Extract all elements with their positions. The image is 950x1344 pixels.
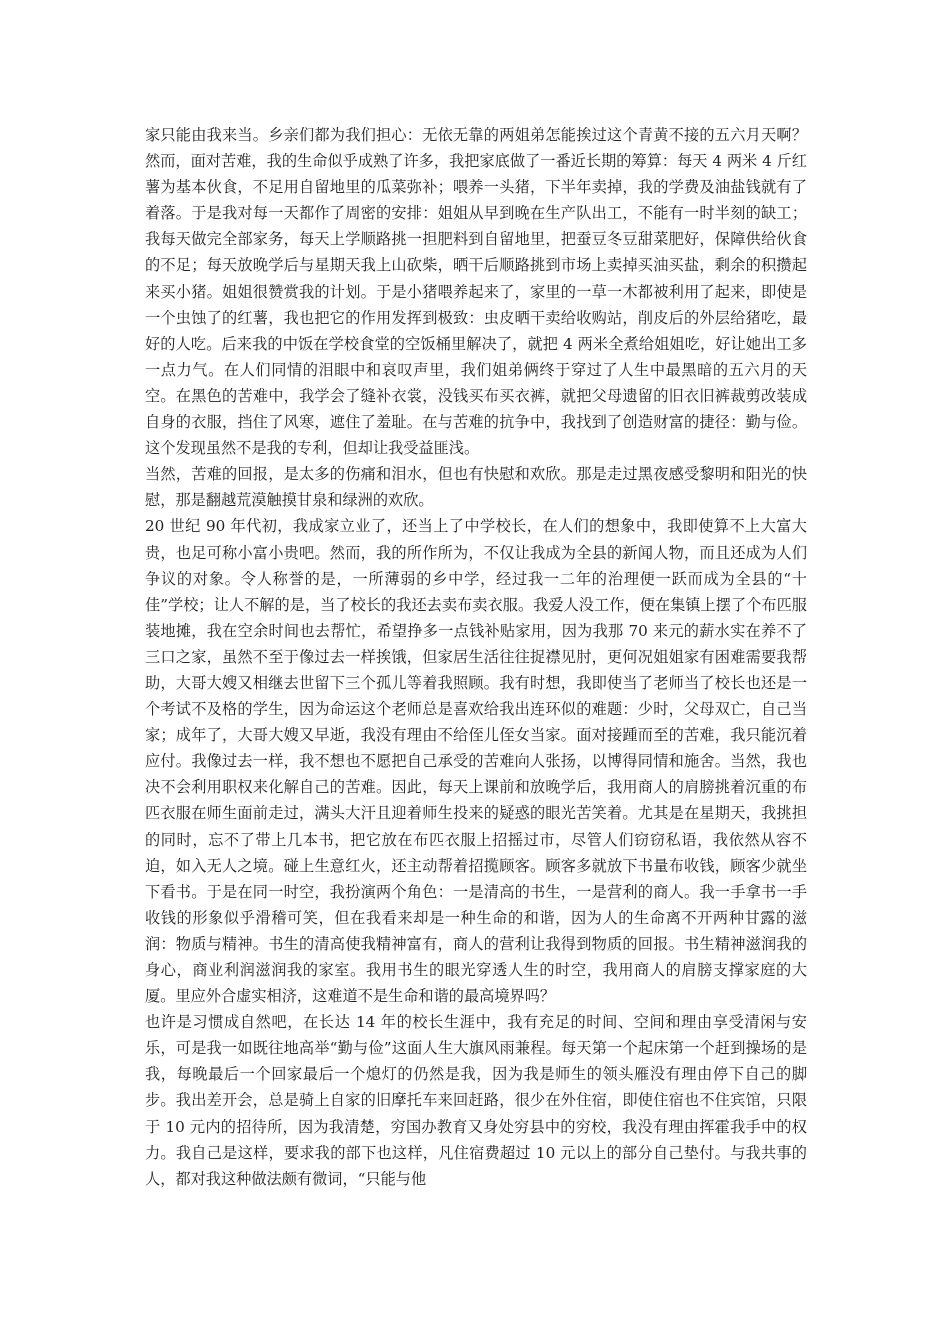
paragraph-3: 20 世纪 90 年代初，我成家立业了，还当上了中学校长，在人们的想象中，我即使算不上大富大贵，也足可称小富小贵吧。然而，我的所作所为，不仅让我成为全县的新闻人物，而且还成为人们争议的对象。令人称誉的是，一所薄弱的乡中学，经过我一二年的治理便一跃而成为全县的“十佳”学校；让人不解的是，当了校长的我还去卖布卖衣服。我爱人没工作，便在集镇上摆了个布匹服装地摊，我在空余时间也去帮忙，希望挣多一点钱补贴家用，因为我那 70 来元的薪水实在养不了三口之家，虽然不至于像过去一样挨饿，但家居生活往往捉襟见肘，更何况姐姐家有困难需要我帮助，大哥大嫂又相继去世留下三个孤儿等着我照顾。我有时想，我即使当了老师当了校长也还是一个考试不及格的学生，因为命运这个老师总是喜欢给我出连环似的难题：少时，父母双亡，自己当家；成年了，大哥大嫂又早逝，我没有理由不给侄儿侄女当家。面对接踵而至的苦难，我只能沉着应付。我像过去一样，我不想也不愿把自己承受的苦难向人张扬，以博得同情和施舍。当然，我也决不会利用职权来化解自己的苦难。因此，每天上课前和放晚学后，我用商人的肩膀挑着沉重的布匹衣服在师生面前走过，满头大汗且迎着师生投来的疑惑的眼光苦笑着。尤其是在星期天，我挑担的同时，忘不了带上几本书，把它放在布匹衣服上招摇过市，尽管人们窃窃私语，我依然从容不迫，如入无人之境。碰上生意红火，还主动帮着招揽顾客。顾客多就放下书量布收钱，顾客少就坐下看书。于是在同一时空，我扮演两个角色：一是清高的书生，一是营利的商人。我一手拿书一手收钱的形象似乎滑稽可笑，但在我看来却是一种生命的和谐，因为人的生命离不开两种甘露的滋润：物质与精神。书生的清高使我精神富有，商人的营利让我得到物质的回报。书生精神滋润我的身心，商业利润滋润我的家室。我用书生的眼光穿透人生的时空，我用商人的肩膀支撑家庭的大厦。里应外合虚实相济，这难道不是生命和谐的最高境界吗？ (145, 517, 807, 1006)
paragraph-2: 当然，苦难的回报，是太多的伤痛和泪水，但也有快慰和欢欣。那是走过黑夜感受黎明和阳光的快慰，那是翻越荒漠触摸甘泉和绿洲的欢欣。 (145, 465, 807, 510)
document-body (145, 122, 807, 1192)
paragraph-1: 家只能由我来当。乡亲们都为我们担心：无依无靠的两姐弟怎能挨过这个青黄不接的五六月天啊？然而，面对苦难，我的生命似乎成熟了许多，我把家底做了一番近长期的筹算：每天 4 两米 4 斤红薯为基本伙食，不足用自留地里的瓜菜弥补；喂养一头猪，下半年卖掉，我的学费及油盐钱就有了着落。于是我对每一天都作了周密的安排：姐姐从早到晚在生产队出工，不能有一时半刻的缺工；我每天做完全部家务，每天上学顺路挑一担肥料到自留地里，把蚕豆冬豆甜菜肥好，保障供给伙食的不足；每天放晚学后与星期天我上山砍柴，晒干后顺路挑到市场上卖掉买油买盐，剩余的积攒起来买小猪。姐姐很赞赏我的计划。于是小猪喂养起来了，家里的一草一木都被利用了起来，即使是一个虫蚀了的红薯，我也把它的作用发挥到极致：虫皮晒干卖给收购站，削皮后的外层给猪吃，最好的人吃。后来我的中饭在学校食堂的空饭桶里解决了，就把 4 两米全煮给姐姐吃，好让她出工多一点力气。在人们同情的泪眼中和哀叹声里，我们姐弟俩终于穿过了人生中最黑暗的五六月的天空。在黑色的苦难中，我学会了缝补衣裳，没钱买布买衣裤，就把父母遗留的旧衣旧裤裁剪改装成自身的衣服，挡住了风寒，遮住了羞耻。在与苦难的抗争中，我找到了创造财富的捷径：勤与俭。这个发现虽然不是我的专利，但却让我受益匪浅。 (145, 126, 807, 458)
paragraph-4: 也许是习惯成自然吧，在长达 14 年的校长生涯中，我有充足的时间、空间和理由享受清闲与安乐，可是我一如既往地高举“勤与俭”这面人生大旗风雨兼程。每天第一个起床第一个赶到操场的是我，每晚最后一个回家最后一个熄灯的仍然是我，因为我是师生的领头雁没有理由停下自己的脚步。我出差开会，总是骑上自家的旧摩托车来回赶路，很少在外住宿，即使住宿也不住宾馆，只限于 10 元内的招待所，因为我清楚，穷国办教育又身处穷县中的穷校，我没有理由挥霍我手中的权力。我自己是这样，要求我的部下也这样，凡住宿费超过 10 元以上的部分自己垫付。与我共事的人，都对我这种做法颇有微词，“只能与他 (145, 1013, 807, 1188)
